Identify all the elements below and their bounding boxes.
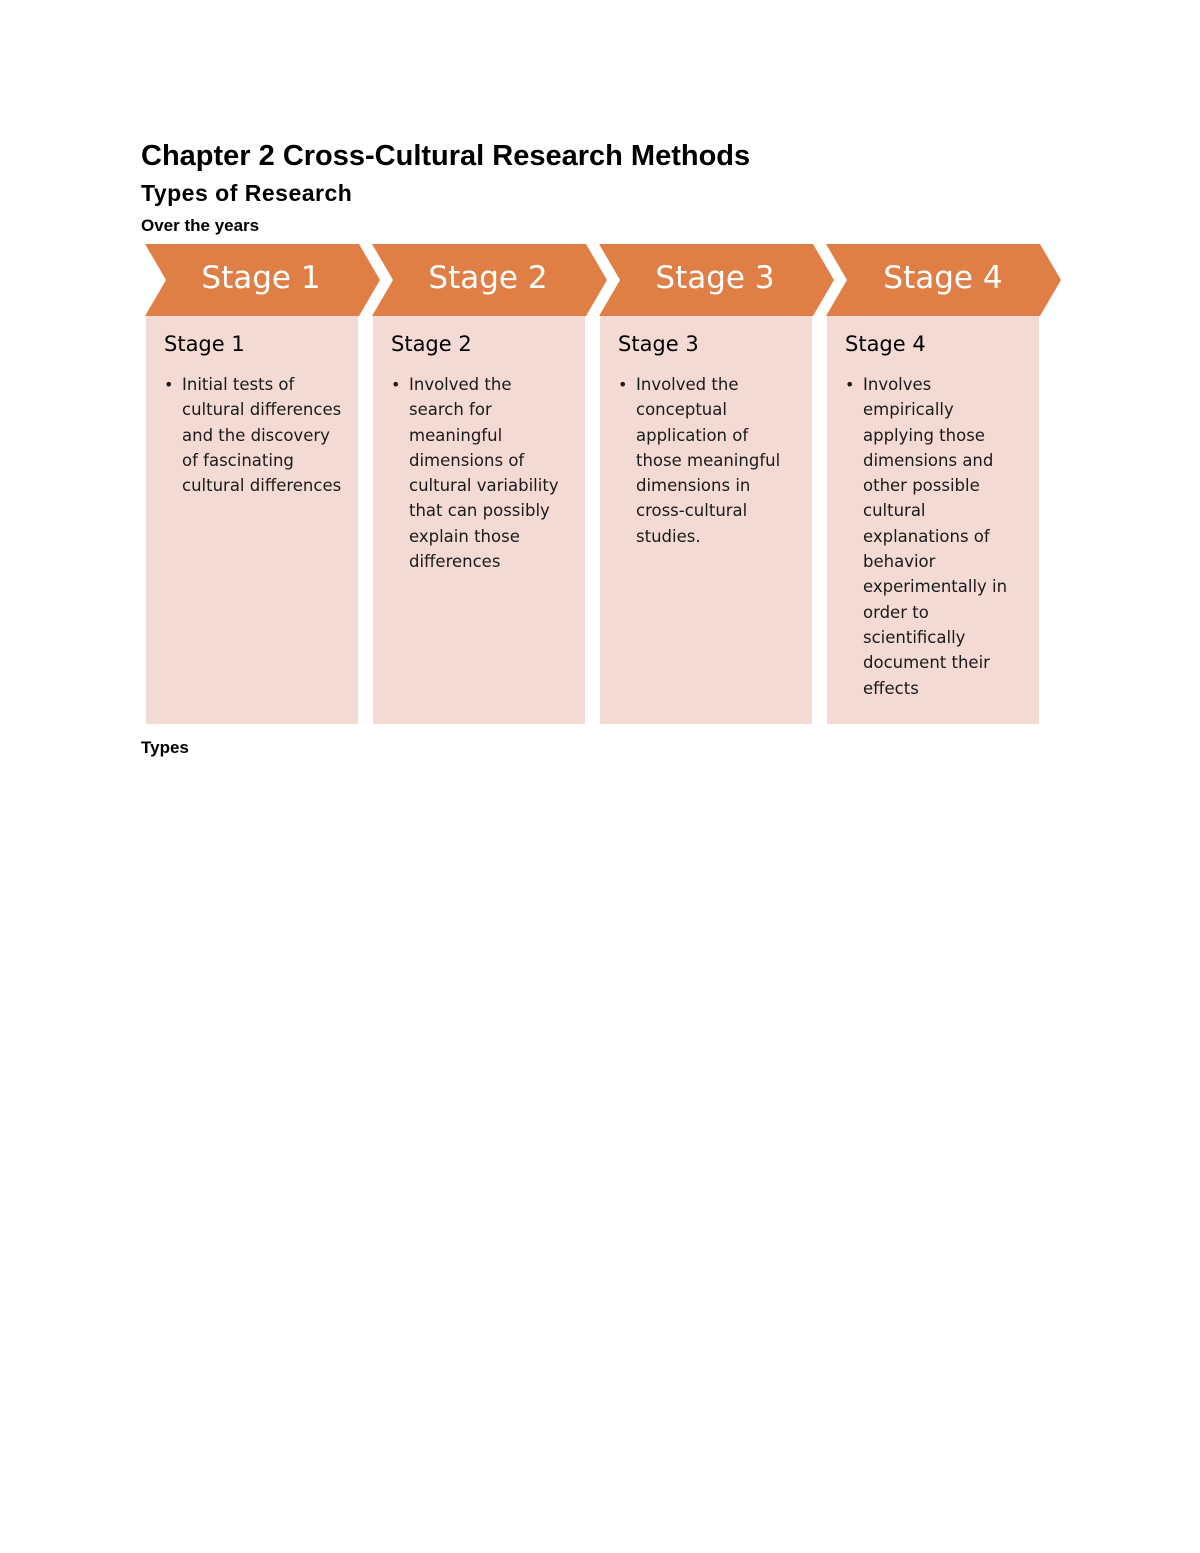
- stage-1-bullet: [164, 372, 344, 498]
- stage-4-bullet-text: Involves empirically applying those dimensions and other possible cultural explanations of behavior experimentally in order to scientifically document their effects: [863, 375, 1008, 698]
- page-subtitle: Types of Research: [141, 180, 353, 206]
- stage-3-chevron-label: Stage 3: [655, 260, 775, 296]
- stage-2-card: [373, 316, 585, 724]
- stage-2-bullet: [391, 372, 571, 574]
- stage-3-card-title: Stage 3: [618, 332, 699, 356]
- stage-1-card-title: Stage 1: [164, 332, 245, 356]
- stage-4-card-title: Stage 4: [845, 332, 926, 356]
- stage-3-bullet-text: Involved the conceptual application of those meaningful dimensions in cross-cultural studies.: [636, 375, 781, 546]
- bullet-icon: •: [618, 375, 628, 394]
- stage-4-chevron-label: Stage 4: [883, 260, 1003, 296]
- bullet-icon: •: [845, 375, 855, 394]
- section-heading-over-the-years: Over the years: [141, 216, 260, 235]
- bullet-icon: •: [391, 375, 401, 394]
- bullet-icon: •: [164, 375, 174, 394]
- stage-3-card: [600, 316, 812, 724]
- stage-4-card: [827, 316, 1039, 724]
- section-heading-types: Types: [141, 738, 189, 757]
- stage-diagram: [0, 0, 1200, 760]
- stage-1-bullet-text: Initial tests of cultural differences and the discovery of fascinating cultural differences: [182, 375, 342, 496]
- stage-3-bullet: [618, 372, 798, 549]
- stage-2-chevron-label: Stage 2: [428, 260, 548, 296]
- stage-2-bullet-text: Involved the search for meaningful dimensions of cultural variability that can possibly explain those differences: [409, 375, 559, 572]
- stage-1-card: [146, 316, 358, 724]
- stage-2-card-title: Stage 2: [391, 332, 472, 356]
- stage-1-chevron-label: Stage 1: [201, 260, 321, 296]
- page-title: Chapter 2 Cross-Cultural Research Methods: [141, 140, 751, 172]
- stage-4-bullet: [845, 372, 1025, 701]
